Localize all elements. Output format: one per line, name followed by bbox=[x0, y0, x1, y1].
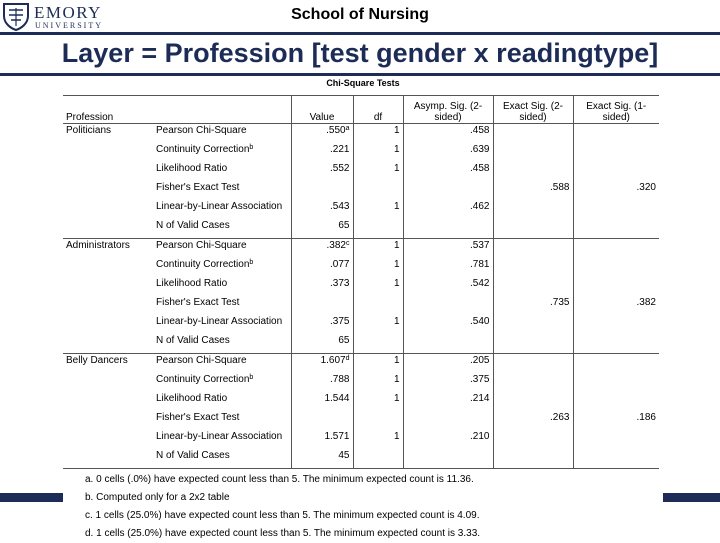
asymp-sig-cell bbox=[403, 392, 493, 411]
table-row bbox=[63, 143, 659, 162]
exact-sig-1-cell bbox=[573, 162, 659, 181]
asymp-sig-cell bbox=[403, 277, 493, 296]
df-cell bbox=[353, 143, 403, 162]
value-cell bbox=[291, 411, 353, 430]
df-cell-text: 1 bbox=[393, 144, 400, 155]
footnote-marker: b bbox=[249, 144, 254, 151]
statistic-label bbox=[153, 258, 291, 277]
footnote: c. 1 cells (25.0%) have expected count less than 5. The minimum expected count is 4.09. bbox=[85, 510, 480, 521]
df-cell bbox=[353, 334, 403, 354]
footnote: b. Computed only for a 2x2 table bbox=[85, 492, 230, 503]
df-cell-text: 1 bbox=[393, 393, 400, 404]
df-cell-text: 1 bbox=[393, 355, 400, 366]
table-row bbox=[63, 239, 659, 259]
value-cell bbox=[291, 296, 353, 315]
df-cell bbox=[353, 181, 403, 200]
asymp-sig-cell bbox=[403, 373, 493, 392]
asymp-sig-cell bbox=[403, 430, 493, 449]
value-cell-text: .550 bbox=[326, 125, 346, 136]
exact-sig-1-cell bbox=[573, 239, 659, 259]
exact-sig-1-cell-text: .186 bbox=[636, 412, 656, 423]
exact-sig-2-cell bbox=[493, 449, 573, 469]
value-cell bbox=[291, 354, 353, 374]
df-cell-text: 1 bbox=[393, 240, 400, 251]
df-cell bbox=[353, 315, 403, 334]
value-cell-text: 45 bbox=[338, 450, 350, 461]
table-row bbox=[63, 449, 659, 469]
exact-sig-1-cell bbox=[573, 411, 659, 430]
chi-square-table bbox=[63, 95, 659, 469]
value-cell bbox=[291, 315, 353, 334]
statistic-label bbox=[153, 354, 291, 374]
exact-sig-1-cell bbox=[573, 334, 659, 354]
statistic-text: Continuity Correction bbox=[156, 144, 250, 155]
statistic-label bbox=[153, 296, 291, 315]
asymp-sig-cell bbox=[403, 143, 493, 162]
statistic-text: N of Valid Cases bbox=[156, 220, 230, 231]
exact-sig-1-cell bbox=[573, 181, 659, 200]
table-row bbox=[63, 354, 659, 374]
exact-sig-2-cell-text: .588 bbox=[550, 182, 570, 193]
exact-sig-1-cell bbox=[573, 200, 659, 219]
header-df: df bbox=[353, 96, 403, 124]
asymp-sig-cell-text: .214 bbox=[470, 393, 490, 404]
df-cell bbox=[353, 296, 403, 315]
value-cell-text: .375 bbox=[330, 316, 350, 327]
asymp-sig-cell bbox=[403, 124, 493, 144]
header-title: School of Nursing bbox=[291, 6, 429, 23]
asymp-sig-cell-text: .542 bbox=[470, 278, 490, 289]
statistic-label bbox=[153, 430, 291, 449]
value-cell bbox=[291, 449, 353, 469]
statistic-text: Pearson Chi-Square bbox=[156, 240, 247, 251]
df-cell bbox=[353, 430, 403, 449]
value-cell bbox=[291, 392, 353, 411]
df-cell bbox=[353, 354, 403, 374]
table-row bbox=[63, 392, 659, 411]
slide-title: Layer = Profession [test gender x readingtype] bbox=[61, 38, 659, 68]
df-cell-text: 1 bbox=[393, 125, 400, 136]
df-cell bbox=[353, 277, 403, 296]
footnote-marker: d bbox=[345, 355, 350, 362]
value-cell bbox=[291, 124, 353, 144]
statistic-text: N of Valid Cases bbox=[156, 450, 230, 461]
df-cell-text: 1 bbox=[393, 431, 400, 442]
asymp-sig-cell-text: .537 bbox=[470, 240, 490, 251]
header-exact-sig-1: Exact Sig. (1-sided) bbox=[573, 96, 659, 124]
statistic-label bbox=[153, 143, 291, 162]
exact-sig-2-cell bbox=[493, 258, 573, 277]
statistic-text: N of Valid Cases bbox=[156, 335, 230, 346]
statistic-label bbox=[153, 162, 291, 181]
statistic-label bbox=[153, 315, 291, 334]
asymp-sig-cell-text: .458 bbox=[470, 163, 490, 174]
value-cell bbox=[291, 200, 353, 219]
value-cell bbox=[291, 258, 353, 277]
table-row bbox=[63, 258, 659, 277]
df-cell bbox=[353, 258, 403, 277]
statistic-label bbox=[153, 200, 291, 219]
statistic-label bbox=[153, 239, 291, 259]
exact-sig-1-cell bbox=[573, 219, 659, 239]
header-value: Value bbox=[291, 96, 353, 124]
value-cell bbox=[291, 239, 353, 259]
exact-sig-2-cell bbox=[493, 124, 573, 144]
value-cell-text: .382 bbox=[326, 240, 346, 251]
asymp-sig-cell bbox=[403, 334, 493, 354]
table-row bbox=[63, 373, 659, 392]
exact-sig-2-cell bbox=[493, 315, 573, 334]
asymp-sig-cell-text: .781 bbox=[470, 259, 490, 270]
statistic-label bbox=[153, 219, 291, 239]
logo-subtitle: UNIVERSITY bbox=[35, 21, 103, 30]
statistic-label bbox=[153, 392, 291, 411]
profession-group-label: Politicians bbox=[63, 124, 153, 239]
df-cell bbox=[353, 219, 403, 239]
df-cell bbox=[353, 200, 403, 219]
exact-sig-2-cell bbox=[493, 219, 573, 239]
df-cell bbox=[353, 449, 403, 469]
table-title: Chi-Square Tests bbox=[326, 78, 400, 88]
header-profession: Profession bbox=[63, 96, 153, 124]
value-cell bbox=[291, 430, 353, 449]
profession-group-label: Belly Dancers bbox=[63, 354, 153, 469]
statistic-text: Continuity Correction bbox=[156, 374, 250, 385]
df-cell bbox=[353, 239, 403, 259]
asymp-sig-cell bbox=[403, 258, 493, 277]
header-asymp-sig: Asymp. Sig. (2-sided) bbox=[403, 96, 493, 124]
exact-sig-2-cell bbox=[493, 373, 573, 392]
value-cell-text: 1.607 bbox=[320, 355, 346, 366]
statistic-label bbox=[153, 449, 291, 469]
exact-sig-1-cell bbox=[573, 430, 659, 449]
exact-sig-2-cell-text: .263 bbox=[550, 412, 570, 423]
statistic-text: Linear-by-Linear Association bbox=[156, 201, 283, 212]
exact-sig-2-cell bbox=[493, 430, 573, 449]
asymp-sig-cell-text: .540 bbox=[470, 316, 490, 327]
table-row bbox=[63, 124, 659, 144]
value-cell bbox=[291, 219, 353, 239]
statistic-text: Pearson Chi-Square bbox=[156, 355, 247, 366]
statistic-text: Pearson Chi-Square bbox=[156, 125, 247, 136]
value-cell bbox=[291, 373, 353, 392]
statistic-text: Likelihood Ratio bbox=[156, 393, 228, 404]
asymp-sig-cell bbox=[403, 315, 493, 334]
value-cell-text: .543 bbox=[330, 201, 350, 212]
table-footnotes bbox=[85, 471, 480, 543]
asymp-sig-cell bbox=[403, 219, 493, 239]
exact-sig-2-cell bbox=[493, 200, 573, 219]
profession-group-label: Administrators bbox=[63, 239, 153, 354]
statistic-text: Fisher's Exact Test bbox=[156, 297, 240, 308]
statistic-label bbox=[153, 181, 291, 200]
asymp-sig-cell bbox=[403, 239, 493, 259]
value-cell-text: 1.544 bbox=[324, 393, 350, 404]
statistic-label bbox=[153, 277, 291, 296]
table-row bbox=[63, 411, 659, 430]
df-cell-text: 1 bbox=[393, 316, 400, 327]
exact-sig-2-cell bbox=[493, 239, 573, 259]
logo-name: EMORY bbox=[34, 3, 102, 22]
df-cell bbox=[353, 124, 403, 144]
exact-sig-2-cell bbox=[493, 277, 573, 296]
spss-output-panel bbox=[63, 76, 663, 540]
df-cell bbox=[353, 373, 403, 392]
footnote: d. 1 cells (25.0%) have expected count less than 5. The minimum expected count is 3.33. bbox=[85, 528, 481, 539]
asymp-sig-cell-text: .375 bbox=[470, 374, 490, 385]
footnote-marker: b bbox=[249, 374, 254, 381]
exact-sig-2-cell bbox=[493, 143, 573, 162]
exact-sig-2-cell bbox=[493, 162, 573, 181]
asymp-sig-cell bbox=[403, 354, 493, 374]
value-cell-text: .373 bbox=[330, 278, 350, 289]
df-cell bbox=[353, 162, 403, 181]
statistic-text: Likelihood Ratio bbox=[156, 278, 228, 289]
table-row bbox=[63, 277, 659, 296]
exact-sig-2-cell bbox=[493, 354, 573, 374]
table-header-row bbox=[63, 96, 659, 124]
asymp-sig-cell bbox=[403, 449, 493, 469]
exact-sig-1-cell bbox=[573, 354, 659, 374]
exact-sig-2-cell bbox=[493, 181, 573, 200]
exact-sig-1-cell bbox=[573, 296, 659, 315]
exact-sig-2-cell bbox=[493, 392, 573, 411]
exact-sig-2-cell bbox=[493, 411, 573, 430]
table-row bbox=[63, 219, 659, 239]
header-exact-sig-2: Exact Sig. (2-sided) bbox=[493, 96, 573, 124]
df-cell-text: 1 bbox=[393, 163, 400, 174]
table-row bbox=[63, 296, 659, 315]
statistic-text: Continuity Correction bbox=[156, 259, 250, 270]
value-cell-text: .788 bbox=[330, 374, 350, 385]
table-row bbox=[63, 162, 659, 181]
footnote: a. 0 cells (.0%) have expected count less than 5. The minimum expected count is 11.36. bbox=[85, 474, 474, 485]
table-row bbox=[63, 430, 659, 449]
footnote-marker: a bbox=[345, 125, 350, 132]
asymp-sig-cell-text: .205 bbox=[470, 355, 490, 366]
value-cell-text: .077 bbox=[330, 259, 350, 270]
footnote-marker: b bbox=[249, 259, 254, 266]
df-cell-text: 1 bbox=[393, 201, 400, 212]
statistic-label bbox=[153, 373, 291, 392]
value-cell-text: .221 bbox=[330, 144, 350, 155]
top-rule bbox=[0, 32, 720, 35]
header-statistic bbox=[153, 96, 291, 124]
exact-sig-1-cell-text: .320 bbox=[636, 182, 656, 193]
exact-sig-2-cell-text: .735 bbox=[550, 297, 570, 308]
asymp-sig-cell bbox=[403, 181, 493, 200]
table-row bbox=[63, 181, 659, 200]
value-cell bbox=[291, 162, 353, 181]
df-cell-text: 1 bbox=[393, 259, 400, 270]
asymp-sig-cell-text: .458 bbox=[470, 125, 490, 136]
value-cell-text: 1.571 bbox=[324, 431, 350, 442]
table-row bbox=[63, 334, 659, 354]
value-cell-text: 65 bbox=[338, 335, 350, 346]
exact-sig-1-cell bbox=[573, 143, 659, 162]
statistic-text: Fisher's Exact Test bbox=[156, 182, 240, 193]
value-cell bbox=[291, 181, 353, 200]
exact-sig-1-cell-text: .382 bbox=[636, 297, 656, 308]
value-cell bbox=[291, 143, 353, 162]
exact-sig-1-cell bbox=[573, 124, 659, 144]
asymp-sig-cell bbox=[403, 411, 493, 430]
exact-sig-1-cell bbox=[573, 315, 659, 334]
asymp-sig-cell bbox=[403, 200, 493, 219]
statistic-label bbox=[153, 124, 291, 144]
exact-sig-1-cell bbox=[573, 392, 659, 411]
exact-sig-1-cell bbox=[573, 449, 659, 469]
asymp-sig-cell bbox=[403, 162, 493, 181]
value-cell-text: .552 bbox=[330, 163, 350, 174]
statistic-text: Linear-by-Linear Association bbox=[156, 316, 283, 327]
exact-sig-2-cell bbox=[493, 296, 573, 315]
exact-sig-2-cell bbox=[493, 334, 573, 354]
statistic-label bbox=[153, 411, 291, 430]
df-cell-text: 1 bbox=[393, 278, 400, 289]
table-row bbox=[63, 315, 659, 334]
exact-sig-1-cell bbox=[573, 373, 659, 392]
asymp-sig-cell-text: .462 bbox=[470, 201, 490, 212]
asymp-sig-cell bbox=[403, 296, 493, 315]
statistic-text: Likelihood Ratio bbox=[156, 163, 228, 174]
df-cell bbox=[353, 411, 403, 430]
footnote-marker: c bbox=[346, 240, 350, 247]
exact-sig-1-cell bbox=[573, 258, 659, 277]
value-cell bbox=[291, 277, 353, 296]
table-row bbox=[63, 200, 659, 219]
statistic-text: Linear-by-Linear Association bbox=[156, 431, 283, 442]
asymp-sig-cell-text: .639 bbox=[470, 144, 490, 155]
statistic-label bbox=[153, 334, 291, 354]
exact-sig-1-cell bbox=[573, 277, 659, 296]
statistic-text: Fisher's Exact Test bbox=[156, 412, 240, 423]
value-cell-text: 65 bbox=[338, 220, 350, 231]
df-cell bbox=[353, 392, 403, 411]
asymp-sig-cell-text: .210 bbox=[470, 431, 490, 442]
value-cell bbox=[291, 334, 353, 354]
df-cell-text: 1 bbox=[393, 374, 400, 385]
